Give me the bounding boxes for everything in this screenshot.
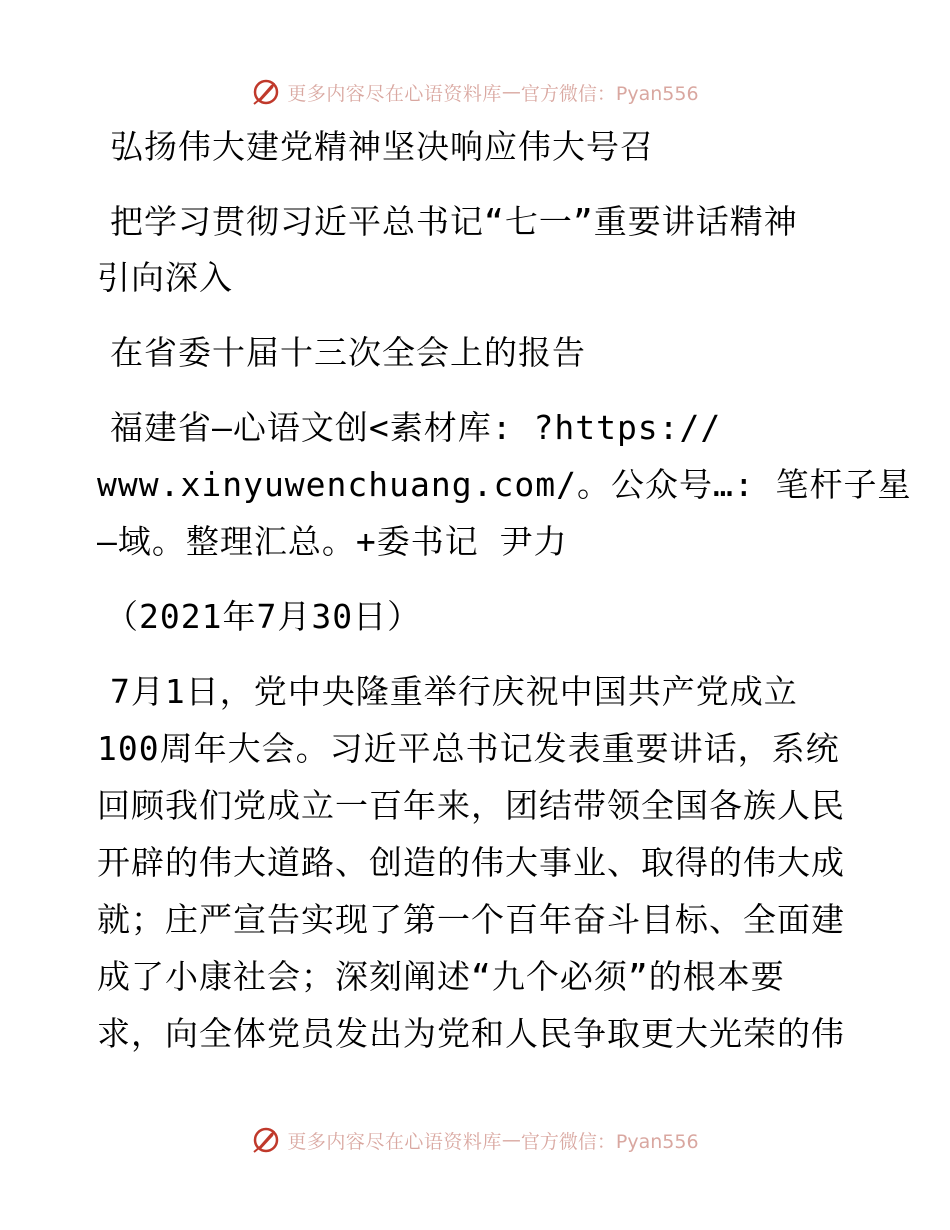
document-subtitle-line-2: 引向深入 [97,258,233,297]
document-subtitle-line-1: 把学习贯彻习近平总书记“七一”重要讲话精神 [110,202,798,241]
watermark-text: 更多内容尽在心语资料库 [287,82,502,105]
body-line: 7月1日，党中央隆重举行庆祝中国共产党成立 [110,672,798,711]
footer-watermark [0,1120,950,1160]
watermark-dash: — [501,81,521,103]
watermark-dash: — [501,1129,521,1151]
body-line: 回顾我们党成立一百年来，团结带领全国各族人民 [97,786,845,825]
document-occasion: 在省委十届十三次全会上的报告 [110,333,586,372]
body-line: 就；庄严宣告实现了第一个百年奋斗目标、全面建 [97,900,845,939]
document-source-line-1: 福建省—心语文创<素材库: ?https:// [110,408,722,447]
header-watermark [0,72,950,112]
feather-pen-circle-icon [251,1125,281,1155]
body-line: 100周年大会。习近平总书记发表重要讲话，系统 [97,729,840,768]
document-source-line-2: www.xinyuwenchuang.com/。公众号…: 笔杆子星 [97,465,912,504]
feather-pen-circle-icon [251,77,281,107]
body-line: 成了小康社会；深刻阐述“九个必须”的根本要 [97,957,785,996]
document-title: 弘扬伟大建党精神坚决响应伟大号召 [110,127,654,166]
body-line: 求，向全体党员发出为党和人民争取更大光荣的伟 [97,1014,845,1053]
body-line: 开辟的伟大道路、创造的伟大事业、取得的伟大成 [97,843,845,882]
document-source-line-3: —域。整理汇总。+委书记 尹力 [97,522,568,561]
watermark-text: 更多内容尽在心语资料库 [287,1130,502,1153]
document-date: （2021年7月30日） [105,597,422,636]
watermark-wechat: 官方微信：Pyan556 [520,1130,699,1153]
watermark-wechat: 官方微信：Pyan556 [520,82,699,105]
